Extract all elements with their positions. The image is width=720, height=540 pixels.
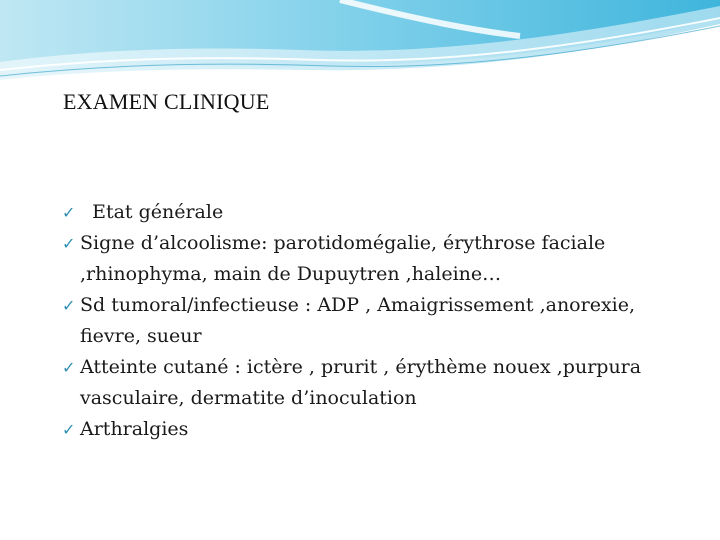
bullet-list bbox=[0, 197, 720, 445]
header-wave-decoration bbox=[0, 0, 720, 90]
check-icon: ✓ bbox=[62, 234, 76, 253]
bullet-line: Arthralgies bbox=[80, 418, 189, 440]
bullet-line: fievre, sueur bbox=[80, 325, 202, 347]
bullet-line: vasculaire, dermatite d’inoculation bbox=[80, 387, 417, 409]
bullet-line: Signe d’alcoolisme: parotidomégalie, érythrose faciale bbox=[80, 232, 606, 254]
bullet-item bbox=[0, 290, 720, 352]
check-icon: ✓ bbox=[62, 296, 76, 315]
bullet-line: ,rhinophyma, main de Dupuytren ,haleine… bbox=[80, 263, 502, 285]
check-icon: ✓ bbox=[62, 420, 76, 439]
bullet-line: Sd tumoral/infectieuse : ADP , Amaigrissement ,anorexie, bbox=[80, 294, 636, 316]
bullet-line: Etat générale bbox=[80, 201, 224, 223]
bullet-item bbox=[0, 228, 720, 290]
bullet-item bbox=[0, 197, 720, 228]
bullet-item bbox=[0, 352, 720, 414]
check-icon: ✓ bbox=[62, 203, 76, 222]
bullet-item bbox=[0, 414, 720, 445]
bullet-line: Atteinte cutané : ictère , prurit , érythème nouex ,purpura bbox=[80, 356, 642, 378]
check-icon: ✓ bbox=[62, 358, 76, 377]
slide-title: EXAMEN CLINIQUE bbox=[63, 89, 270, 114]
